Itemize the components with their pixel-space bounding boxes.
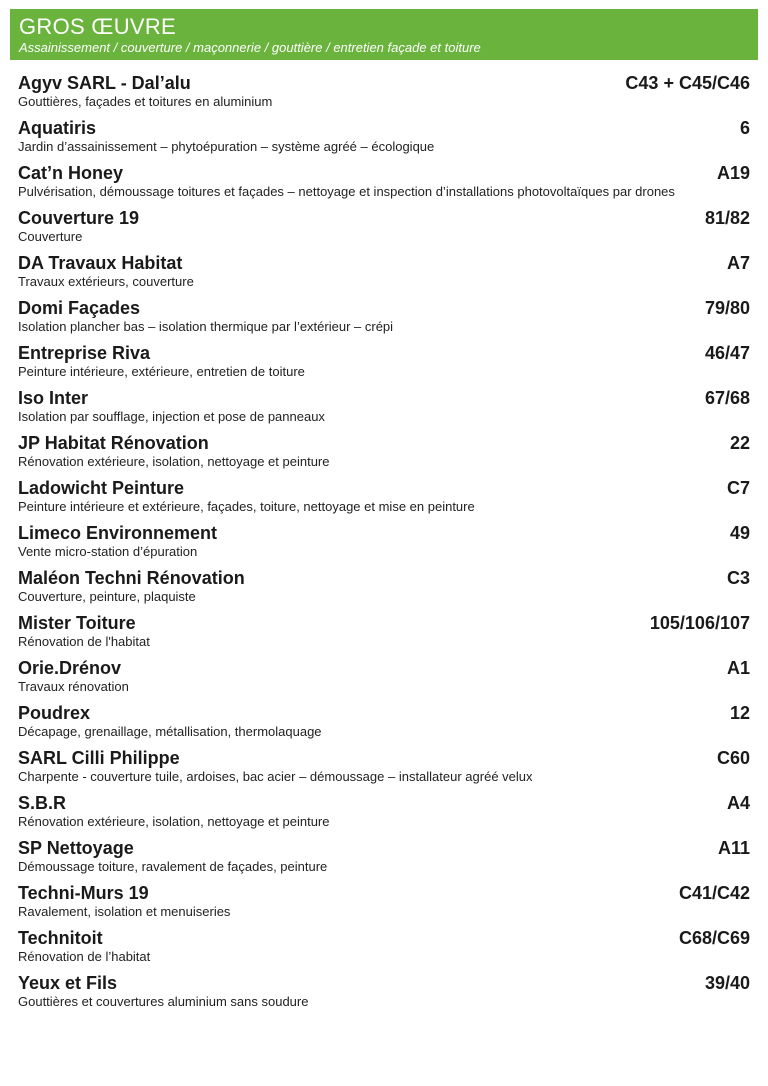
exhibitor-name: Ladowicht Peinture	[18, 478, 185, 498]
exhibitor-description: Couverture	[18, 229, 83, 244]
exhibitor-description: Décapage, grenaillage, métallisation, thermolaquage	[18, 724, 322, 739]
exhibitor-description: Isolation plancher bas – isolation thermique par l’extérieur – crépi	[18, 319, 394, 334]
stand-number: 39/40	[704, 973, 750, 993]
stand-number: 6	[739, 118, 750, 138]
exhibitor-name: S.B.R	[18, 793, 67, 813]
stand-number: A11	[717, 838, 750, 858]
exhibitor-description: Gouttières et couvertures aluminium sans soudure	[18, 994, 309, 1009]
exhibitor-header-row	[18, 612, 750, 634]
exhibitor-entry	[18, 72, 750, 109]
exhibitor-name: Limeco Environnement	[18, 523, 218, 543]
exhibitor-name: JP Habitat Rénovation	[18, 433, 209, 453]
exhibitor-name: Agyv SARL - Dal’alu	[18, 73, 191, 93]
exhibitor-description: Pulvérisation, démoussage toitures et façades – nettoyage et inspection d’installations photovoltaïques par drones	[18, 184, 675, 199]
exhibitor-description: Vente micro-station d’épuration	[18, 544, 198, 559]
exhibitor-header-row	[18, 882, 750, 904]
exhibitor-entry	[18, 792, 750, 829]
exhibitor-header-row	[18, 477, 750, 499]
exhibitor-description: Gouttières, façades et toitures en aluminium	[18, 94, 273, 109]
section-subtitle: Assainissement / couverture / maçonnerie / gouttière / entretien façade et toiture	[19, 40, 481, 55]
exhibitor-name: Iso Inter	[18, 388, 89, 408]
exhibitor-description: Ravalement, isolation et menuiseries	[18, 904, 231, 919]
exhibitor-entry	[18, 387, 750, 424]
exhibitor-header-row	[18, 387, 750, 409]
stand-number: 12	[729, 703, 750, 723]
exhibitor-description: Peinture intérieure et extérieure, façades, toiture, nettoyage et mise en peinture	[18, 499, 475, 514]
exhibitor-entry	[18, 657, 750, 694]
exhibitor-header-row	[18, 747, 750, 769]
exhibitor-name: SP Nettoyage	[18, 838, 134, 858]
exhibitor-description: Charpente - couverture tuile, ardoises, bac acier – démoussage – installateur agréé velux	[18, 769, 533, 784]
stand-number: 46/47	[704, 343, 750, 363]
exhibitor-description: Isolation par soufflage, injection et pose de panneaux	[18, 409, 325, 424]
exhibitor-header-row	[18, 927, 750, 949]
stand-number: 22	[729, 433, 750, 453]
exhibitor-name: Cat’n Honey	[18, 163, 124, 183]
exhibitor-description: Travaux rénovation	[18, 679, 129, 694]
exhibitor-entry	[18, 747, 750, 784]
exhibitor-header-row	[18, 117, 750, 139]
exhibitor-name: Entreprise Riva	[18, 343, 151, 363]
stand-number: 67/68	[704, 388, 750, 408]
exhibitor-name: Poudrex	[18, 703, 91, 723]
exhibitor-header-row	[18, 657, 750, 679]
stand-number: C7	[726, 478, 750, 498]
stand-number: C60	[716, 748, 750, 768]
exhibitor-header-row	[18, 297, 750, 319]
stand-number: A7	[726, 253, 750, 273]
exhibitor-description: Démoussage toiture, ravalement de façades, peinture	[18, 859, 328, 874]
exhibitor-description: Rénovation de l’habitat	[18, 949, 151, 964]
exhibitor-name: Aquatiris	[18, 118, 97, 138]
stand-number: C41/C42	[678, 883, 750, 903]
stand-number: 105/106/107	[649, 613, 750, 633]
exhibitor-name: Technitoit	[18, 928, 103, 948]
exhibitor-description: Rénovation extérieure, isolation, nettoyage et peinture	[18, 814, 330, 829]
exhibitor-header-row	[18, 252, 750, 274]
exhibitor-entry	[18, 162, 750, 199]
stand-number: 79/80	[704, 298, 750, 318]
exhibitor-name: DA Travaux Habitat	[18, 253, 183, 273]
exhibitor-header-row	[18, 972, 750, 994]
exhibitor-name: Techni-Murs 19	[18, 883, 149, 903]
exhibitor-header-row	[18, 837, 750, 859]
exhibitor-entry	[18, 297, 750, 334]
exhibitor-entry	[18, 207, 750, 244]
exhibitor-header-row	[18, 342, 750, 364]
exhibitor-header-row	[18, 432, 750, 454]
exhibitor-name: Orie.Drénov	[18, 658, 122, 678]
exhibitor-entry	[18, 837, 750, 874]
exhibitor-entry	[18, 927, 750, 964]
exhibitor-entry	[18, 882, 750, 919]
exhibitor-name: Maléon Techni Rénovation	[18, 568, 245, 588]
exhibitor-header-row	[18, 792, 750, 814]
exhibitor-list	[18, 72, 750, 1009]
exhibitor-entry	[18, 342, 750, 379]
exhibitor-entry	[18, 972, 750, 1009]
exhibitor-entry	[18, 567, 750, 604]
exhibitor-entry	[18, 702, 750, 739]
exhibitor-description: Jardin d’assainissement – phytoépuration – système agréé – écologique	[18, 139, 435, 154]
exhibitor-name: Yeux et Fils	[18, 973, 118, 993]
stand-number: A19	[716, 163, 750, 183]
exhibitor-description: Rénovation extérieure, isolation, nettoyage et peinture	[18, 454, 330, 469]
stand-number: A4	[726, 793, 750, 813]
exhibitor-name: Couverture 19	[18, 208, 140, 228]
exhibitor-description: Rénovation de l'habitat	[18, 634, 150, 649]
stand-number: A1	[726, 658, 750, 678]
stand-number: 49	[729, 523, 750, 543]
section-title: GROS ŒUVRE	[19, 14, 177, 39]
exhibitor-description: Travaux extérieurs, couverture	[18, 274, 194, 289]
section-banner	[10, 9, 758, 60]
exhibitor-description: Couverture, peinture, plaquiste	[18, 589, 196, 604]
exhibitor-header-row	[18, 72, 750, 94]
exhibitor-header-row	[18, 522, 750, 544]
stand-number: 81/82	[704, 208, 750, 228]
exhibitor-name: Mister Toiture	[18, 613, 136, 633]
exhibitor-entry	[18, 432, 750, 469]
exhibitor-entry	[18, 252, 750, 289]
exhibitor-entry	[18, 117, 750, 154]
exhibitor-header-row	[18, 567, 750, 589]
exhibitor-entry	[18, 522, 750, 559]
exhibitor-entry	[18, 612, 750, 649]
stand-number: C43 + C45/C46	[625, 73, 750, 93]
stand-number: C3	[726, 568, 750, 588]
exhibitor-name: Domi Façades	[18, 298, 141, 318]
exhibitor-header-row	[18, 207, 750, 229]
exhibitor-entry	[18, 477, 750, 514]
exhibitor-name: SARL Cilli Philippe	[18, 748, 180, 768]
exhibitor-description: Peinture intérieure, extérieure, entretien de toiture	[18, 364, 305, 379]
exhibitor-header-row	[18, 162, 750, 184]
stand-number: C68/C69	[678, 928, 750, 948]
exhibitor-header-row	[18, 702, 750, 724]
